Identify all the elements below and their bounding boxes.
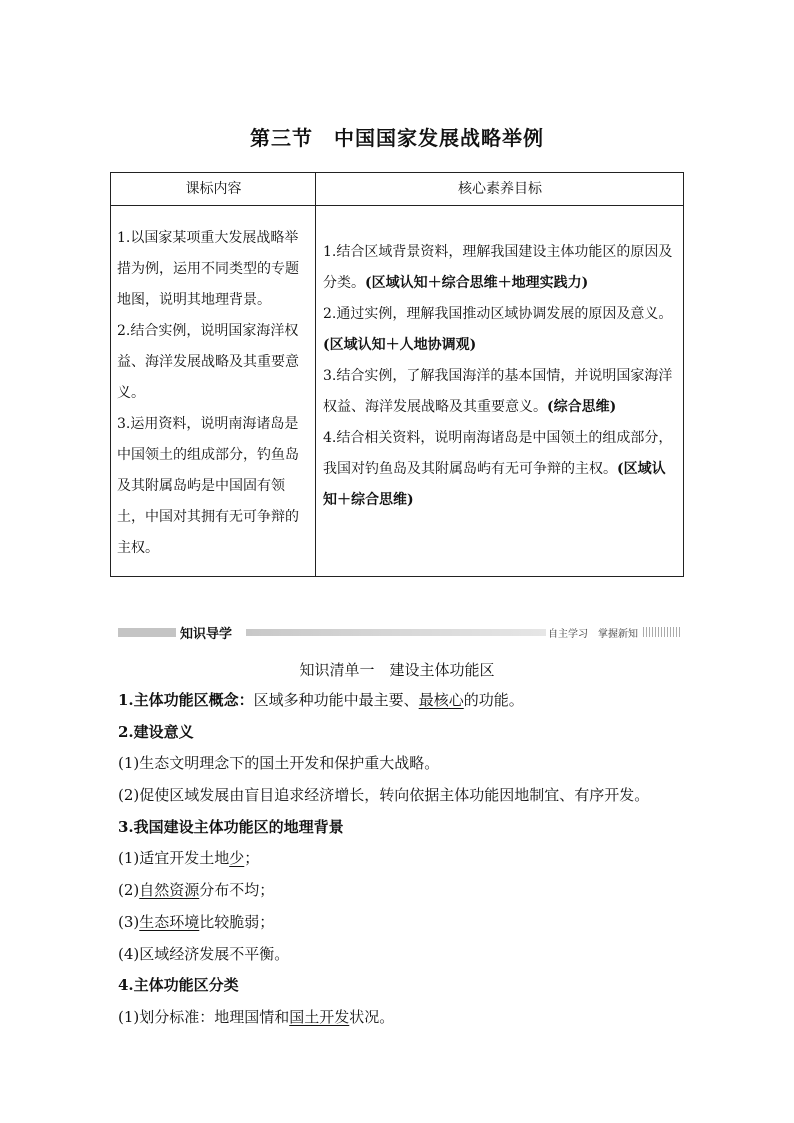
literacy-item-text: 4.结合相关资料，说明南海诸岛是中国领土的组成部分，我国对钓鱼岛及其附属岛屿有无可争辩的主权。 [323, 430, 673, 477]
item-text: (2) [118, 881, 140, 900]
item-text: (1)划分标准：地理国情和 [118, 1007, 290, 1026]
banner-right-text: 自主学习 掌握新知 [548, 629, 638, 640]
curriculum-table [110, 172, 684, 577]
table-divider-horizontal [111, 205, 683, 206]
table-header-left: 课标内容 [185, 181, 242, 197]
banner-stripes [643, 627, 681, 637]
item-text: 区域多种功能中最主要、 [253, 691, 419, 709]
fill-blank-answer: 自然资源 [139, 881, 200, 900]
item-text: 比较脆弱； [199, 912, 275, 931]
item-text: ； [244, 849, 260, 868]
literacy-item-tag: (区域认知＋人地协调观) [323, 337, 477, 353]
banner-right-bar [246, 629, 546, 636]
table-header-right: 核心素养目标 [458, 181, 542, 197]
literacy-item-text: 3.结合实例，了解我国海洋的基本国情，并说明国家海洋权益、海洋发展战略及其重要意义。 [323, 368, 673, 415]
list-heading: 2.建设意义 [118, 722, 194, 741]
item-text: 的功能。 [463, 691, 524, 709]
literacy-item [323, 361, 678, 423]
curriculum-item: 2.结合实例，说明国家海洋权益、海洋发展战略及其重要意义。 [117, 323, 299, 401]
literacy-item-text: 1.结合区域背景资料，理解我国建设主体功能区的原因及分类。 [323, 244, 673, 291]
list-item: (2)促使区域发展由盲目追求经济增长，转向依据主体功能因地制宜、有序开发。 [118, 786, 650, 805]
list-item [118, 1003, 698, 1035]
item-text: (3) [118, 912, 140, 931]
section-title: 知识清单一 建设主体功能区 [299, 661, 495, 679]
item-label: 1.主体功能区概念： [118, 691, 254, 709]
core-literacy-column [323, 237, 678, 516]
curriculum-item: 3.运用资料，说明南海诸岛是中国领土的组成部分，钓鱼岛及其附属岛屿是中国固有领土，中国对其拥有无可争辩的主权。 [117, 416, 299, 556]
literacy-item-text: 2.通过实例，理解我国推动区域协调发展的原因及意义。 [323, 306, 673, 322]
banner-left-bar [118, 628, 176, 637]
list-item: (4)区域经济发展不平衡。 [118, 944, 290, 963]
item-text: 分布不均； [199, 881, 275, 900]
fill-blank-answer: 国土开发 [289, 1007, 350, 1026]
banner-label: 知识导学 [180, 627, 233, 642]
literacy-item [323, 423, 678, 516]
literacy-item-tag: (综合思维) [547, 399, 617, 415]
literacy-item [323, 299, 678, 361]
item-text: 状况。 [349, 1007, 395, 1026]
table-divider-vertical [315, 173, 316, 576]
literacy-item-tag: (区域认知＋综合思维) [323, 461, 666, 508]
list-heading: 3.我国建设主体功能区的地理背景 [118, 817, 344, 836]
page-title: 第三节 中国国家发展战略举例 [250, 126, 544, 150]
list-item [118, 876, 698, 908]
literacy-item [323, 237, 678, 299]
list-item: (1)生态文明理念下的国土开发和保护重大战略。 [118, 754, 440, 773]
section-banner [118, 624, 681, 640]
fill-blank-answer: 少 [229, 849, 245, 868]
list-item [118, 844, 698, 876]
curriculum-content-column [117, 223, 312, 564]
knowledge-list [118, 686, 698, 1035]
list-heading: 4.主体功能区分类 [118, 976, 239, 995]
list-item [118, 686, 698, 718]
fill-blank-answer: 生态环境 [139, 912, 200, 931]
item-text: (1)适宜开发土地 [118, 849, 230, 868]
list-item [118, 908, 698, 940]
curriculum-item: 1.以国家某项重大发展战略举措为例，运用不同类型的专题地图，说明其地理背景。 [117, 230, 299, 308]
fill-blank-answer: 最核心 [418, 691, 464, 709]
literacy-item-tag: (区域认知＋综合思维＋地理实践力) [365, 275, 589, 291]
